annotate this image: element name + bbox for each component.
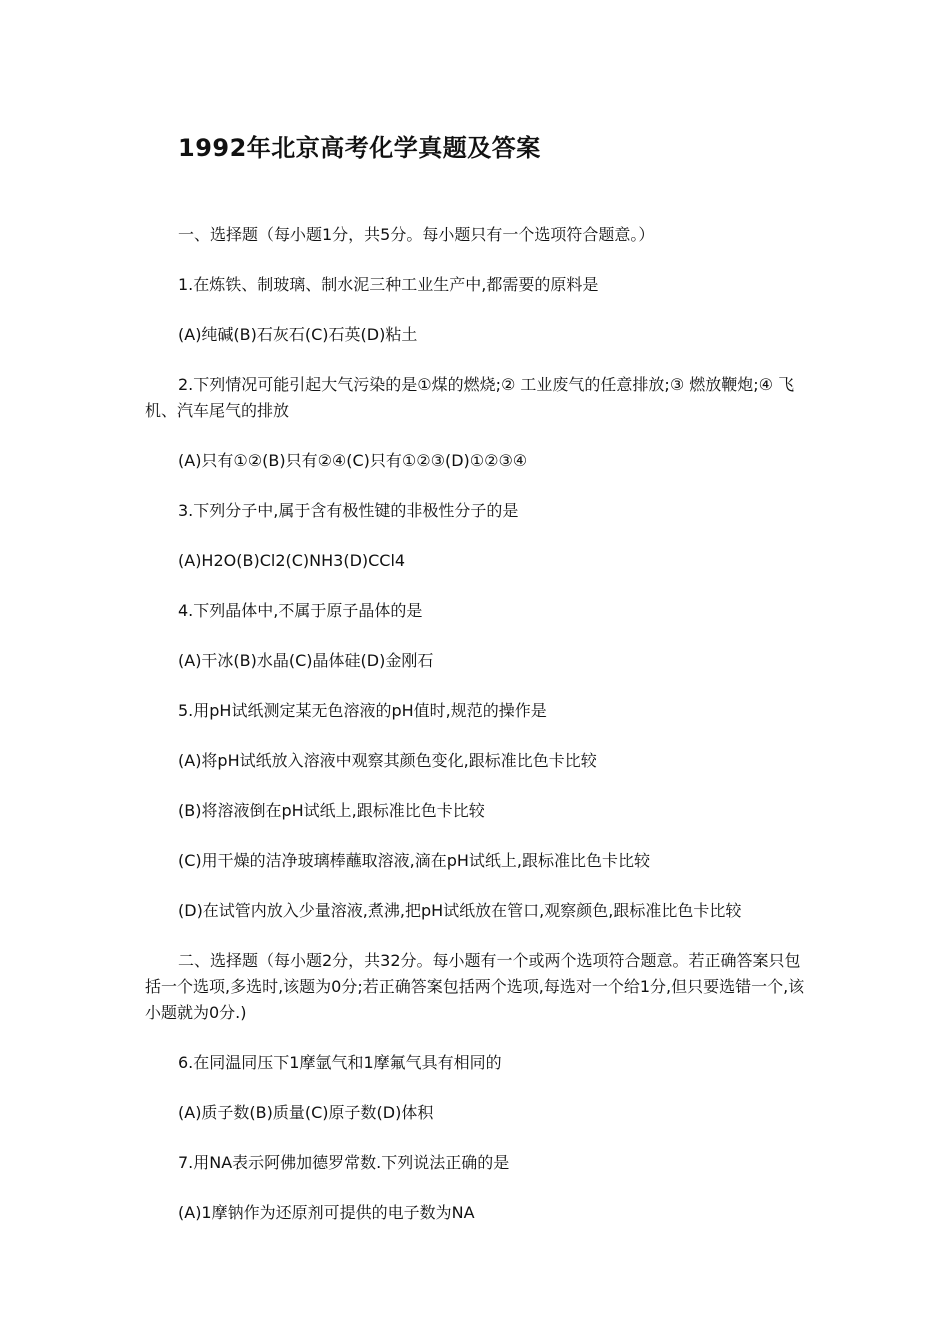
question-6-options: (A)质子数(B)质量(C)原子数(D)体积 bbox=[178, 1103, 434, 1122]
question-2: 2.下列情况可能引起大气污染的是①煤的燃烧;② 工业废气的任意排放;③ 燃放鞭炮;④ 飞机、汽车尾气的排放 bbox=[145, 375, 795, 420]
question-1: 1.在炼铁、制玻璃、制水泥三种工业生产中,都需要的原料是 bbox=[178, 275, 599, 294]
question-5-option-d: (D)在试管内放入少量溶液,煮沸,把pH试纸放在管口,观察颜色,跟标准比色卡比较 bbox=[178, 901, 742, 920]
document-title: 1992年北京高考化学真题及答案 bbox=[178, 134, 541, 162]
question-3: 3.下列分子中,属于含有极性键的非极性分子的是 bbox=[178, 501, 519, 520]
question-3-options: (A)H2O(B)Cl2(C)NH3(D)CCl4 bbox=[178, 551, 406, 570]
document-body bbox=[145, 222, 810, 1250]
question-5: 5.用pH试纸测定某无色溶液的pH值时,规范的操作是 bbox=[178, 701, 547, 720]
question-4-options: (A)干冰(B)水晶(C)晶体硅(D)金刚石 bbox=[178, 651, 434, 670]
question-7-option-a: (A)1摩钠作为还原剂可提供的电子数为NA bbox=[178, 1203, 475, 1222]
question-5-option-a: (A)将pH试纸放入溶液中观察其颜色变化,跟标准比色卡比较 bbox=[178, 751, 597, 770]
question-7: 7.用NA表示阿佛加德罗常数.下列说法正确的是 bbox=[178, 1153, 510, 1172]
section-1-heading: 一、选择题（每小题1分，共5分。每小题只有一个选项符合题意。） bbox=[178, 225, 655, 244]
question-6: 6.在同温同压下1摩氩气和1摩氟气具有相同的 bbox=[178, 1053, 502, 1072]
question-2-options: (A)只有①②(B)只有②④(C)只有①②③(D)①②③④ bbox=[178, 451, 528, 470]
question-1-options: (A)纯碱(B)石灰石(C)石英(D)粘土 bbox=[178, 325, 418, 344]
question-4: 4.下列晶体中,不属于原子晶体的是 bbox=[178, 601, 423, 620]
question-5-option-b: (B)将溶液倒在pH试纸上,跟标准比色卡比较 bbox=[178, 801, 485, 820]
section-2-heading: 二、选择题（每小题2分，共32分。每小题有一个或两个选项符合题意。若正确答案只包括一个选项,多选时,该题为0分;若正确答案包括两个选项,每选对一个给1分,但只要选错一个,该小题就为0分.) bbox=[145, 951, 805, 1022]
question-5-option-c: (C)用干燥的洁净玻璃棒蘸取溶液,滴在pH试纸上,跟标准比色卡比较 bbox=[178, 851, 651, 870]
